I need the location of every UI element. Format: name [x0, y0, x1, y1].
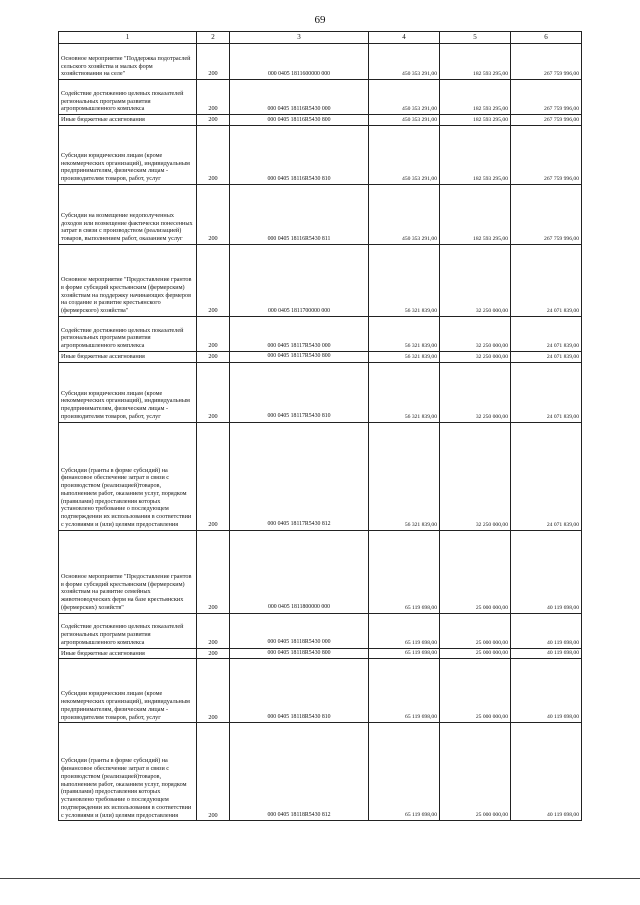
column-header: 1 [59, 32, 197, 44]
table-row [59, 362, 582, 422]
row-code-200: 200 [197, 723, 230, 821]
row-code-200: 200 [197, 125, 230, 184]
row-value-col5: 32 250 000,00 [440, 422, 511, 530]
table-row [59, 422, 582, 530]
row-code-200: 200 [197, 659, 230, 723]
row-budget-code: 000 0405 18118R5430 810 [230, 659, 369, 723]
row-value-col5: 182 593 295,00 [440, 80, 511, 115]
table-row [59, 648, 582, 659]
row-code-200: 200 [197, 80, 230, 115]
row-name: Основное мероприятие "Предоставление грантов в форме субсидий крестьянским (фермерским) хозяйствам на поддержку начинающих фермеров на создание и развитие крестьянского (фермерского) хозяйства" [59, 244, 197, 316]
row-name: Субсидии юридическим лицам (кроме некоммерческих организаций), индивидуальным предпринимателям, физическим лицам - производителям товаров, работ, услуг [59, 659, 197, 723]
row-value-col5: 182 593 295,00 [440, 125, 511, 184]
row-budget-code: 000 0405 18117R5430 800 [230, 351, 369, 362]
row-code-200: 200 [197, 648, 230, 659]
row-value-col4: 450 353 291,00 [369, 184, 440, 244]
column-header: 5 [440, 32, 511, 44]
row-value-col5: 182 593 295,00 [440, 44, 511, 80]
row-value-col6: 40 119 698,00 [511, 648, 582, 659]
row-value-col6: 267 759 996,00 [511, 115, 582, 126]
row-value-col6: 40 119 698,00 [511, 659, 582, 723]
table-row [59, 44, 582, 80]
row-code-200: 200 [197, 351, 230, 362]
row-value-col5: 182 593 295,00 [440, 184, 511, 244]
row-name: Субсидии юридическим лицам (кроме некоммерческих организаций), индивидуальным предпринимателям, физическим лицам - производителям товаров, работ, услуг [59, 125, 197, 184]
table-row [59, 184, 582, 244]
row-name: Субсидии юридическим лицам (кроме некоммерческих организаций), индивидуальным предпринимателям, физическим лицам - производителям товаров, работ, услуг [59, 362, 197, 422]
row-budget-code: 000 0405 18116R5430 800 [230, 115, 369, 126]
table-row [59, 115, 582, 126]
row-code-200: 200 [197, 422, 230, 530]
row-value-col5: 25 000 000,00 [440, 648, 511, 659]
table-row [59, 723, 582, 821]
column-header: 3 [230, 32, 369, 44]
row-code-200: 200 [197, 362, 230, 422]
column-number-row [59, 32, 582, 44]
table-row [59, 316, 582, 351]
row-value-col5: 182 593 295,00 [440, 115, 511, 126]
row-value-col4: 65 119 698,00 [369, 530, 440, 613]
row-name: Иные бюджетные ассигнования [59, 115, 197, 126]
row-value-col6: 40 119 698,00 [511, 613, 582, 648]
row-value-col6: 40 119 698,00 [511, 723, 582, 821]
row-budget-code: 000 0405 18117R5430 000 [230, 316, 369, 351]
row-budget-code: 000 0405 18118R5430 800 [230, 648, 369, 659]
row-name: Иные бюджетные ассигнования [59, 351, 197, 362]
row-code-200: 200 [197, 613, 230, 648]
row-name: Иные бюджетные ассигнования [59, 648, 197, 659]
row-value-col5: 32 250 000,00 [440, 362, 511, 422]
row-value-col5: 25 000 000,00 [440, 613, 511, 648]
row-code-200: 200 [197, 316, 230, 351]
table-row [59, 125, 582, 184]
row-value-col4: 450 353 291,00 [369, 44, 440, 80]
row-budget-code: 000 0405 18116R5430 810 [230, 125, 369, 184]
row-value-col6: 267 759 996,00 [511, 184, 582, 244]
row-name: Субсидии (гранты в форме субсидий) на финансовое обеспечение затрат в связи с производством (реализацией)товаров, выполнением работ, оказанием услуг, порядком (правилами) предоставления которых установлено требование о последующем подтверждении их использования в соответствии с условиями и (или) целями предоставления [59, 723, 197, 821]
row-value-col5: 25 000 000,00 [440, 723, 511, 821]
bottom-rule [0, 878, 640, 879]
table-row [59, 659, 582, 723]
table-row [59, 530, 582, 613]
row-value-col6: 24 071 839,00 [511, 316, 582, 351]
row-value-col4: 56 321 839,00 [369, 422, 440, 530]
table-row [59, 244, 582, 316]
row-budget-code: 000 0405 18116R5430 811 [230, 184, 369, 244]
row-name: Основное мероприятие "Предоставление грантов в форме субсидий крестьянским (фермерским) хозяйствам на развитие семейных животноводческих ферм на базе крестьянских (фермерских) хозяйств" [59, 530, 197, 613]
row-code-200: 200 [197, 44, 230, 80]
row-value-col6: 267 759 996,00 [511, 125, 582, 184]
row-value-col4: 56 321 839,00 [369, 316, 440, 351]
row-name: Содействие достижению целевых показателей региональных программ развития агропромышленного комплекса [59, 80, 197, 115]
row-code-200: 200 [197, 244, 230, 316]
row-budget-code: 000 0405 18118R5430 000 [230, 613, 369, 648]
row-value-col4: 65 119 698,00 [369, 648, 440, 659]
row-budget-code: 000 0405 1811700000 000 [230, 244, 369, 316]
row-code-200: 200 [197, 115, 230, 126]
row-code-200: 200 [197, 184, 230, 244]
row-value-col4: 56 321 839,00 [369, 362, 440, 422]
row-value-col6: 40 119 698,00 [511, 530, 582, 613]
row-value-col4: 65 119 698,00 [369, 613, 440, 648]
row-value-col5: 25 000 000,00 [440, 530, 511, 613]
row-value-col6: 24 071 839,00 [511, 362, 582, 422]
row-budget-code: 000 0405 18116R5430 000 [230, 80, 369, 115]
row-name: Содействие достижению целевых показателей региональных программ развития агропромышленного комплекса [59, 316, 197, 351]
row-value-col6: 24 071 839,00 [511, 244, 582, 316]
row-name: Субсидии на возмещение недополученных доходов или возмещение фактически понесенных затрат в связи с производством (реализацией) товаров, выполнением работ, оказанием услуг [59, 184, 197, 244]
column-header: 2 [197, 32, 230, 44]
row-value-col5: 32 250 000,00 [440, 351, 511, 362]
row-value-col4: 450 353 291,00 [369, 115, 440, 126]
row-name: Субсидии (гранты в форме субсидий) на финансовое обеспечение затрат в связи с производством (реализацией)товаров, выполнением работ, оказанием услуг, порядком (правилами) предоставления которых установлено требование о последующем подтверждении их использования в соответствии с условиями и (или) целями предоставления [59, 422, 197, 530]
column-header: 6 [511, 32, 582, 44]
budget-table [58, 31, 582, 821]
row-value-col4: 450 353 291,00 [369, 125, 440, 184]
table-row [59, 613, 582, 648]
row-value-col4: 56 321 839,00 [369, 351, 440, 362]
row-budget-code: 000 0405 18117R5430 810 [230, 362, 369, 422]
row-value-col4: 56 321 839,00 [369, 244, 440, 316]
column-header: 4 [369, 32, 440, 44]
row-budget-code: 000 0405 18118R5430 812 [230, 723, 369, 821]
row-value-col6: 267 759 996,00 [511, 44, 582, 80]
row-value-col4: 450 353 291,00 [369, 80, 440, 115]
row-value-col6: 24 071 839,00 [511, 351, 582, 362]
row-value-col6: 24 071 839,00 [511, 422, 582, 530]
row-code-200: 200 [197, 530, 230, 613]
row-value-col5: 32 250 000,00 [440, 244, 511, 316]
row-name: Содействие достижению целевых показателей региональных программ развития агропромышленного комплекса [59, 613, 197, 648]
row-budget-code: 000 0405 18117R5430 812 [230, 422, 369, 530]
row-budget-code: 000 0405 1811800000 000 [230, 530, 369, 613]
row-value-col5: 32 250 000,00 [440, 316, 511, 351]
table-row [59, 80, 582, 115]
row-value-col4: 65 119 698,00 [369, 723, 440, 821]
row-name: Основное мероприятие "Поддержка подотраслей сельского хозяйства и малых форм хозяйствования на селе" [59, 44, 197, 80]
row-value-col5: 25 000 000,00 [440, 659, 511, 723]
row-budget-code: 000 0405 1811600000 000 [230, 44, 369, 80]
row-value-col6: 267 759 996,00 [511, 80, 582, 115]
row-value-col4: 65 119 698,00 [369, 659, 440, 723]
page-number: 69 [314, 14, 326, 26]
table-row [59, 351, 582, 362]
